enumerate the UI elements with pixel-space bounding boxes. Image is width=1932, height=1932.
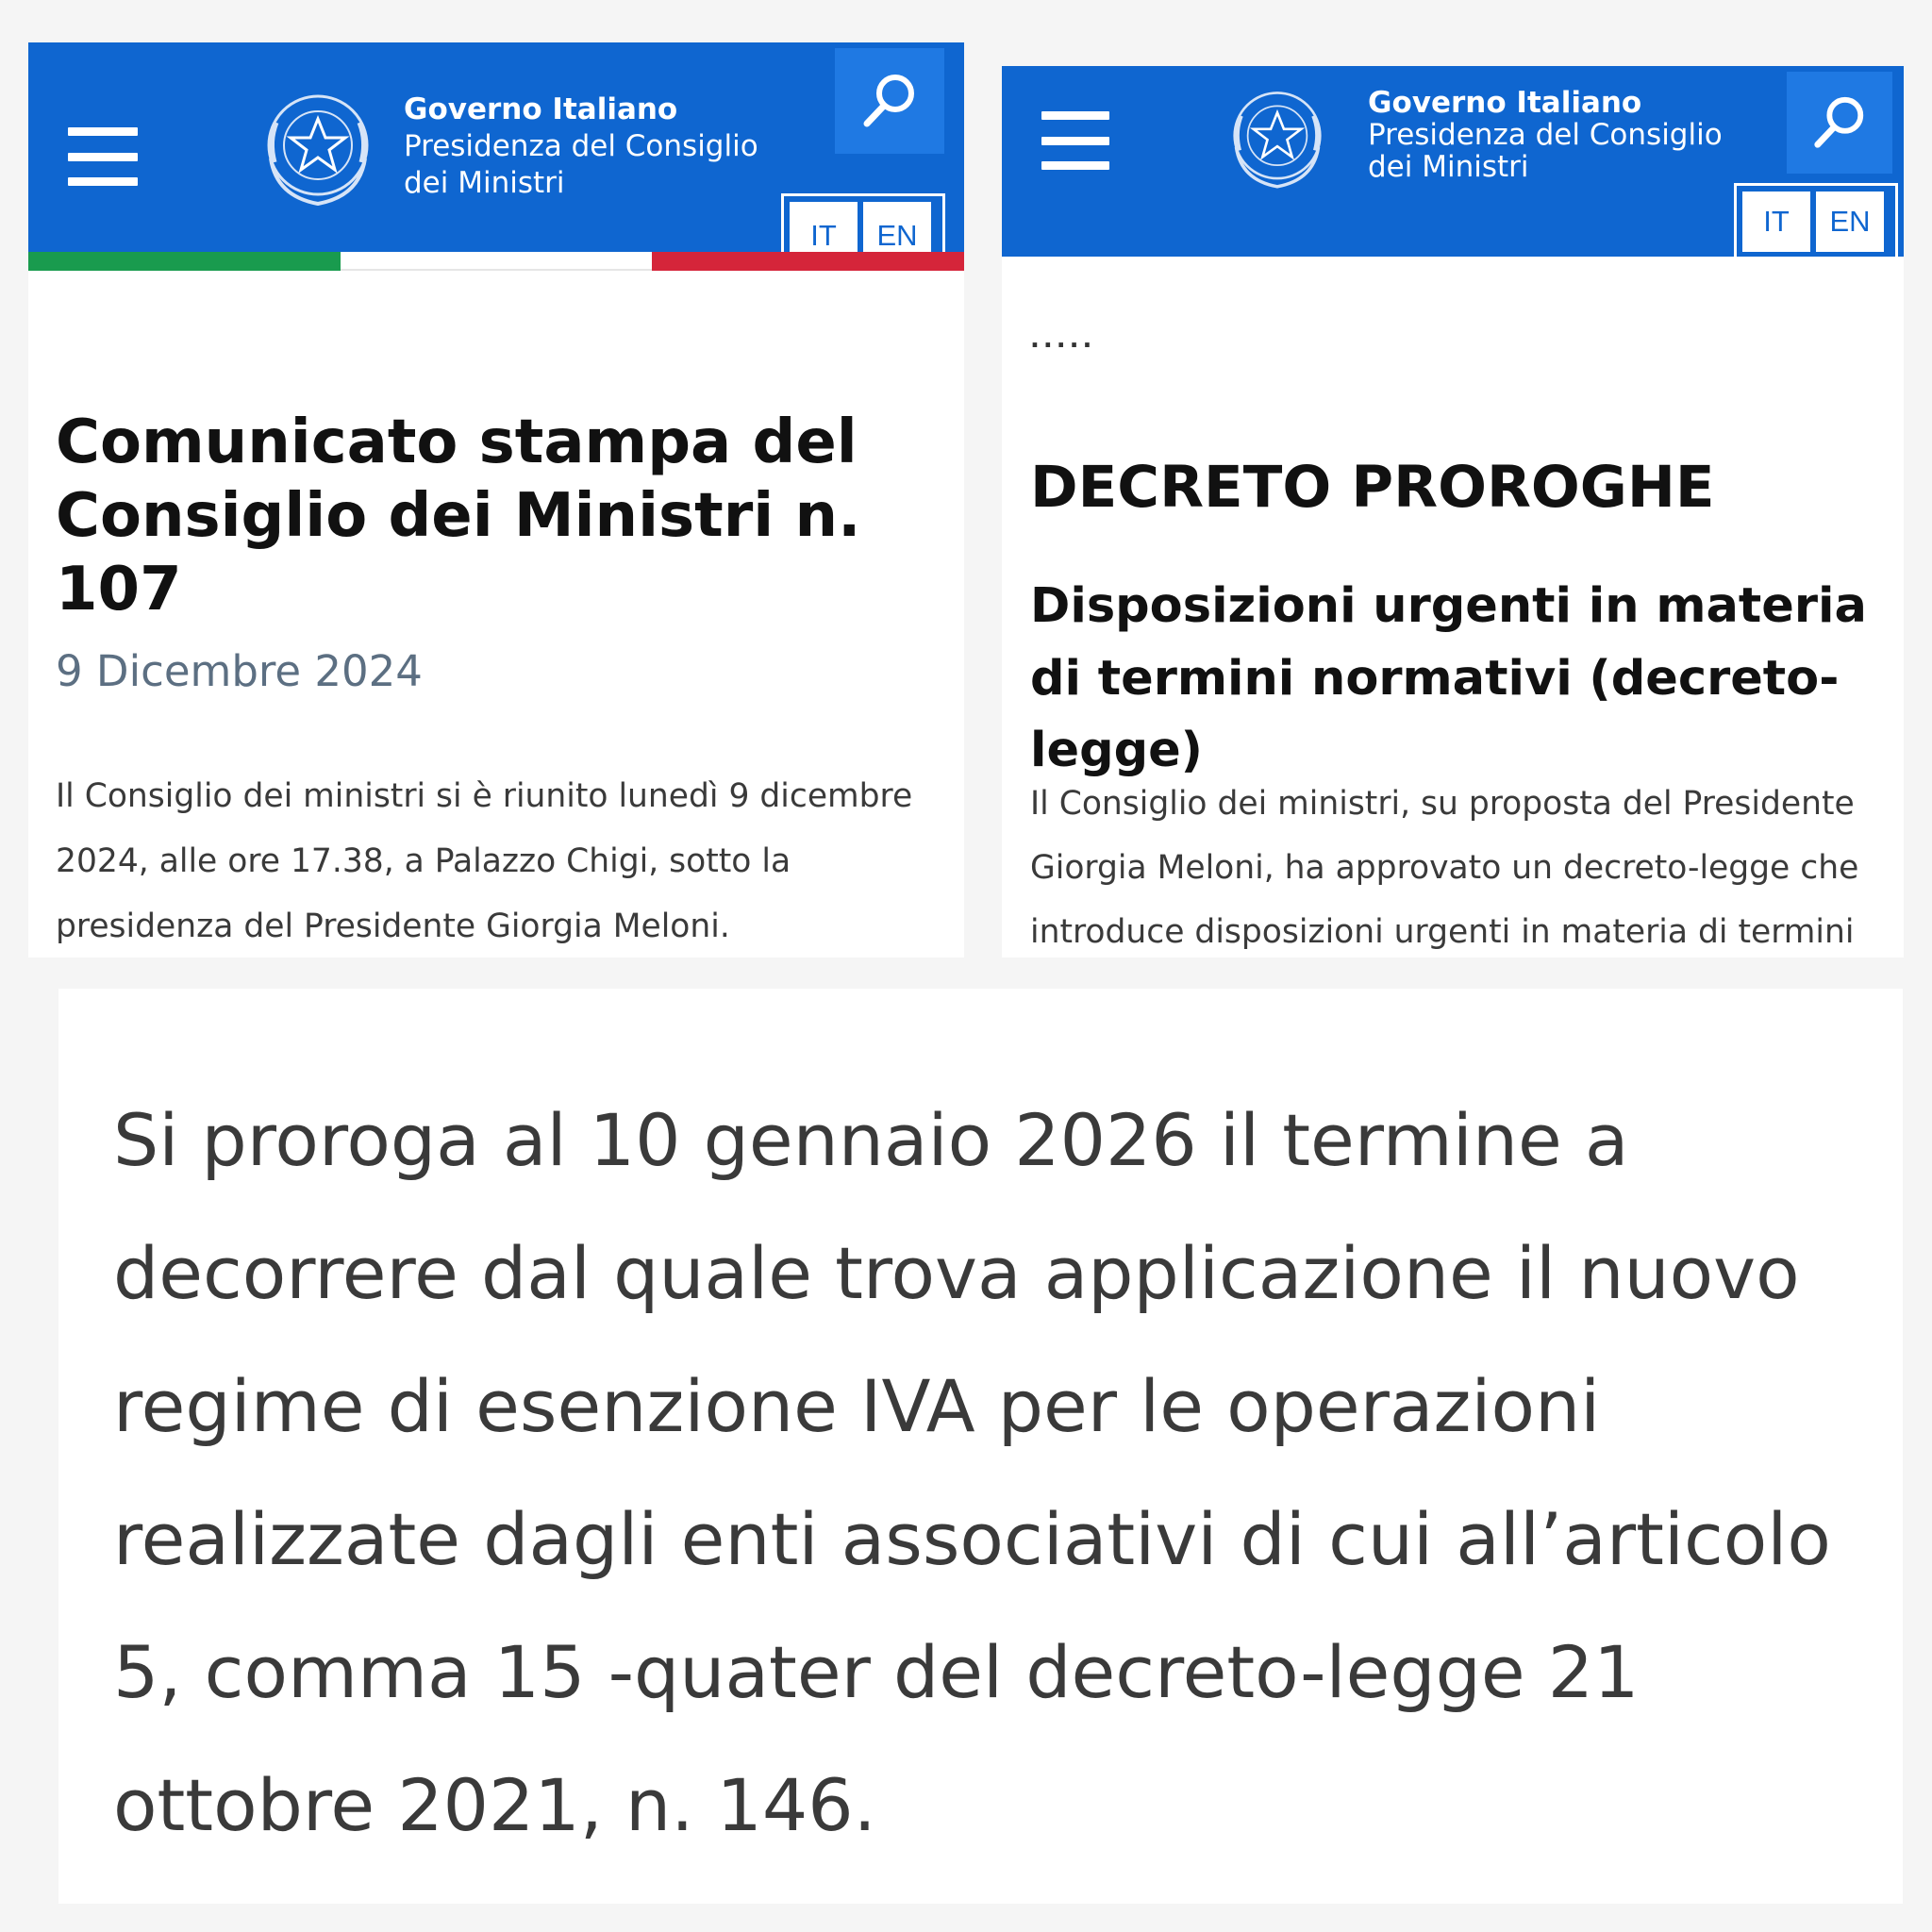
search-icon xyxy=(1810,93,1869,152)
search-icon xyxy=(859,71,920,131)
menu-bar xyxy=(1041,111,1109,120)
brand-title: Governo Italiano xyxy=(404,92,678,126)
menu-button[interactable] xyxy=(1041,111,1109,170)
ellipsis: ..... xyxy=(1030,325,1096,354)
search-button[interactable] xyxy=(1787,72,1892,174)
menu-bar xyxy=(68,127,138,136)
page-title: Comunicato stampa del Consiglio dei Ministri n. 107 xyxy=(56,408,861,625)
emblem-icon xyxy=(1224,83,1330,198)
right-panel xyxy=(1002,66,1904,958)
brand-subtitle-2: dei Ministri xyxy=(404,165,565,200)
language-switch xyxy=(1734,183,1898,260)
brand-block[interactable] xyxy=(404,92,758,201)
brand-subtitle-2: dei Ministri xyxy=(1368,150,1529,185)
zoomed-excerpt-panel xyxy=(58,989,1903,1904)
site-header xyxy=(1002,66,1904,257)
menu-bar xyxy=(1041,137,1109,145)
lang-it-button[interactable]: IT xyxy=(1742,192,1810,252)
emblem-icon xyxy=(258,85,378,217)
page-subtitle: Disposizioni urgenti in materia di termini normativi (decreto-legge) xyxy=(1030,578,1867,778)
zoomed-excerpt-text: Si proroga al 10 gennaio 2026 il termine a decorrere dal quale trova applicazione il nuovo regime di esenzione IVA per le operazioni realizzate dagli enti associativi di cui all’articolo 5, comma 15 -quater del decreto-legge 21 ottobre 2021, n. 146. xyxy=(113,1098,1831,1847)
lang-it-button[interactable]: IT xyxy=(790,202,858,270)
brand-title: Governo Italiano xyxy=(1368,86,1642,120)
lang-en-button[interactable]: EN xyxy=(1816,192,1884,252)
brand-block[interactable] xyxy=(1368,87,1723,183)
menu-bar xyxy=(68,177,138,186)
site-header xyxy=(28,42,964,271)
menu-bar xyxy=(1041,161,1109,170)
publish-date: 9 Dicembre 2024 xyxy=(56,646,423,696)
menu-button[interactable] xyxy=(68,127,138,186)
search-button[interactable] xyxy=(835,48,944,154)
menu-bar xyxy=(68,153,138,161)
page-title: DECRETO PROROGHE xyxy=(1030,454,1715,521)
left-panel xyxy=(28,42,964,958)
italian-flag-stripe xyxy=(28,252,964,271)
brand-subtitle: Presidenza del Consiglio xyxy=(1368,118,1723,153)
brand-subtitle: Presidenza del Consiglio xyxy=(404,128,758,163)
article-body: Il Consiglio dei ministri, su proposta del Presidente Giorgia Meloni, ha approvato un decreto-legge che introduce disposizioni urgenti in materia di termini xyxy=(1030,785,1859,951)
lang-en-button[interactable]: EN xyxy=(863,202,931,270)
article-body: Il Consiglio dei ministri si è riunito lunedì 9 dicembre 2024, alle ore 17.38, a Palazzo Chigi, sotto la presidenza del Presidente Giorgia Meloni. xyxy=(56,777,913,945)
